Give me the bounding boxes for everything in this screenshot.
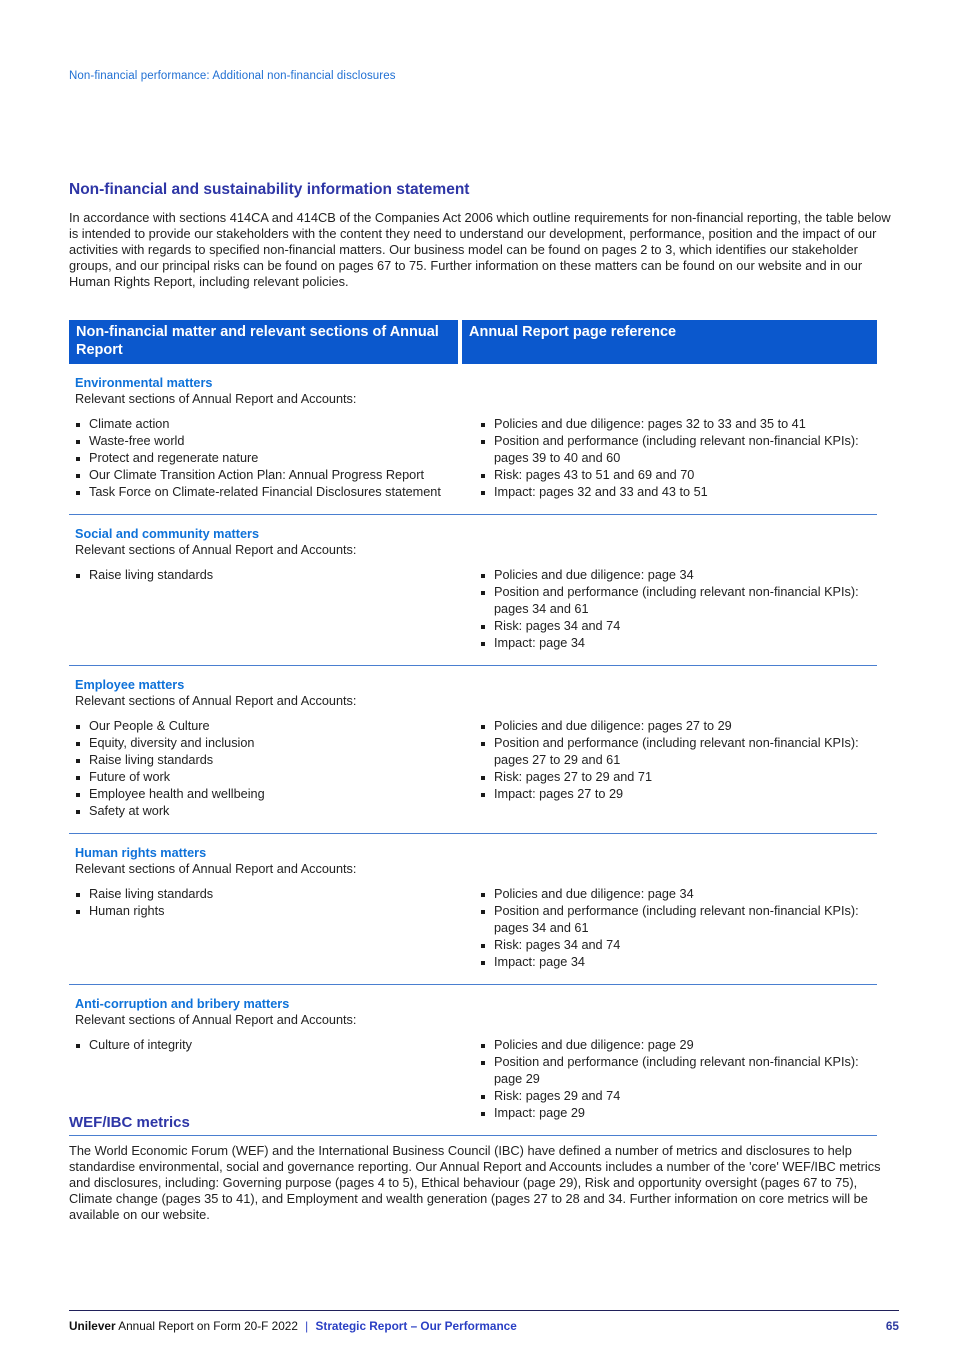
list-item: Climate action [75,416,478,433]
section-right-list [478,567,877,652]
list-item: Position and performance (including relevant non-financial KPIs): pages 27 to 29 and 61 [480,735,877,769]
list-item: Impact: page 34 [480,954,877,971]
list-item: Risk: pages 27 to 29 and 71 [480,769,877,786]
section-subheading: Relevant sections of Annual Report and Accounts: [75,862,357,876]
list-item: Impact: pages 32 and 33 and 43 to 51 [480,484,877,501]
section-right-list [478,1037,877,1122]
list-item: Raise living standards [75,886,478,903]
section-heading: Human rights matters [75,846,207,860]
list-item: Raise living standards [75,567,478,584]
section-subheading: Relevant sections of Annual Report and Accounts: [75,392,357,406]
list-item: Employee health and wellbeing [75,786,478,803]
page-footer [69,1310,899,1333]
section-columns [69,1037,877,1122]
section-columns [69,416,877,501]
wef-ibc-paragraph: The World Economic Forum (WEF) and the International Business Council (IBC) have defined a number of metrics and disclosures to help standardise environmental, social and governance reporting. Our Annual Report and Accounts includes a number of the 'core' WEF/IBC metrics and disclosures, including: Governing purpose (pages 4 to 5), Ethical behaviour (page 29), Risk and opportunity oversight (pages 67 to 75), Climate change (pages 35 to 41), and Employment and wealth generation (pages 27 to 28 and 34. Further information on core metrics will be available on our website. [69,1143,881,1222]
list-item: Position and performance (including relevant non-financial KPIs): pages 34 and 61 [480,584,877,618]
wef-ibc-heading: WEF/IBC metrics [69,1114,190,1131]
section-heading: Social and community matters [75,527,260,541]
section-left-list [69,567,478,652]
section-heading: Anti-corruption and bribery matters [75,997,290,1011]
section-left-list [69,886,478,971]
section-subheading: Relevant sections of Annual Report and Accounts: [75,694,357,708]
table-section [69,514,877,665]
section-columns [69,567,877,652]
list-item: Position and performance (including relevant non-financial KPIs): page 29 [480,1054,877,1088]
section-columns [69,718,877,820]
list-item: Position and performance (including relevant non-financial KPIs): pages 34 and 61 [480,903,877,937]
table-section [69,364,877,514]
section-subheading: Relevant sections of Annual Report and Accounts: [75,543,357,557]
section-left-list [69,718,478,820]
list-item: Our People & Culture [75,718,478,735]
table-section [69,984,877,1135]
section-right-list [478,886,877,971]
list-item: Safety at work [75,803,478,820]
list-item: Culture of integrity [75,1037,478,1054]
list-item: Impact: page 29 [480,1105,877,1122]
section-heading: Employee matters [75,678,185,692]
breadcrumb: Non-financial performance: Additional non-financial disclosures [69,70,396,82]
section-subheading: Relevant sections of Annual Report and Accounts: [75,1013,357,1027]
list-item: Policies and due diligence: page 34 [480,567,877,584]
section-right-list [478,416,877,501]
footer-brand: Unilever [69,1319,116,1333]
intro-paragraph: In accordance with sections 414CA and 414CB of the Companies Act 2006 which outline requirements for non-financial reporting, the table below is intended to provide our stakeholders with the content they need to understand our development, performance, position and the impact of our activities with regards to specified non-financial matters. Our business model can be found on pages 2 to 3, which identifies our stakeholder groups, and our principal risks can be found on pages 67 to 75. Further information on these matters can be found on our website and in our Human Rights Report, including relevant policies. [69,210,891,289]
footer-page-number: 65 [885,1319,899,1333]
page-title: Non-financial and sustainability information statement [69,181,470,198]
footer-report-title [69,1319,886,1333]
table-body [69,364,877,1135]
list-item: Risk: pages 34 and 74 [480,618,877,635]
list-item: Policies and due diligence: page 29 [480,1037,877,1054]
list-item: Raise living standards [75,752,478,769]
list-item: Human rights [75,903,478,920]
list-item: Impact: page 34 [480,635,877,652]
non-financial-matters-table [69,320,877,1136]
table-bottom-rule [69,1135,877,1136]
list-item: Future of work [75,769,478,786]
footer-report-name: Annual Report on Form 20-F 2022 [118,1319,298,1333]
section-left-list [69,1037,478,1122]
list-item: Waste-free world [75,433,478,450]
footer-separator: | [305,1319,309,1333]
section-heading: Environmental matters [75,376,213,390]
list-item: Position and performance (including relevant non-financial KPIs): pages 39 to 40 and 60 [480,433,877,467]
table-section [69,665,877,833]
section-columns [69,886,877,971]
footer-section-link: Strategic Report – Our Performance [315,1319,517,1333]
section-left-list [69,416,478,501]
list-item: Task Force on Climate-related Financial Disclosures statement [75,484,478,501]
table-header-matter: Non-financial matter and relevant sections of Annual Report [69,320,458,364]
list-item: Our Climate Transition Action Plan: Annual Progress Report [75,467,478,484]
list-item: Risk: pages 34 and 74 [480,937,877,954]
table-header-page-reference: Annual Report page reference [462,320,877,364]
list-item: Risk: pages 29 and 74 [480,1088,877,1105]
list-item: Protect and regenerate nature [75,450,478,467]
section-right-list [478,718,877,820]
list-item: Policies and due diligence: page 34 [480,886,877,903]
list-item: Equity, diversity and inclusion [75,735,478,752]
table-section [69,833,877,984]
list-item: Policies and due diligence: pages 32 to 33 and 35 to 41 [480,416,877,433]
list-item: Policies and due diligence: pages 27 to 29 [480,718,877,735]
table-header-row [69,320,877,364]
list-item: Risk: pages 43 to 51 and 69 and 70 [480,467,877,484]
list-item: Impact: pages 27 to 29 [480,786,877,803]
